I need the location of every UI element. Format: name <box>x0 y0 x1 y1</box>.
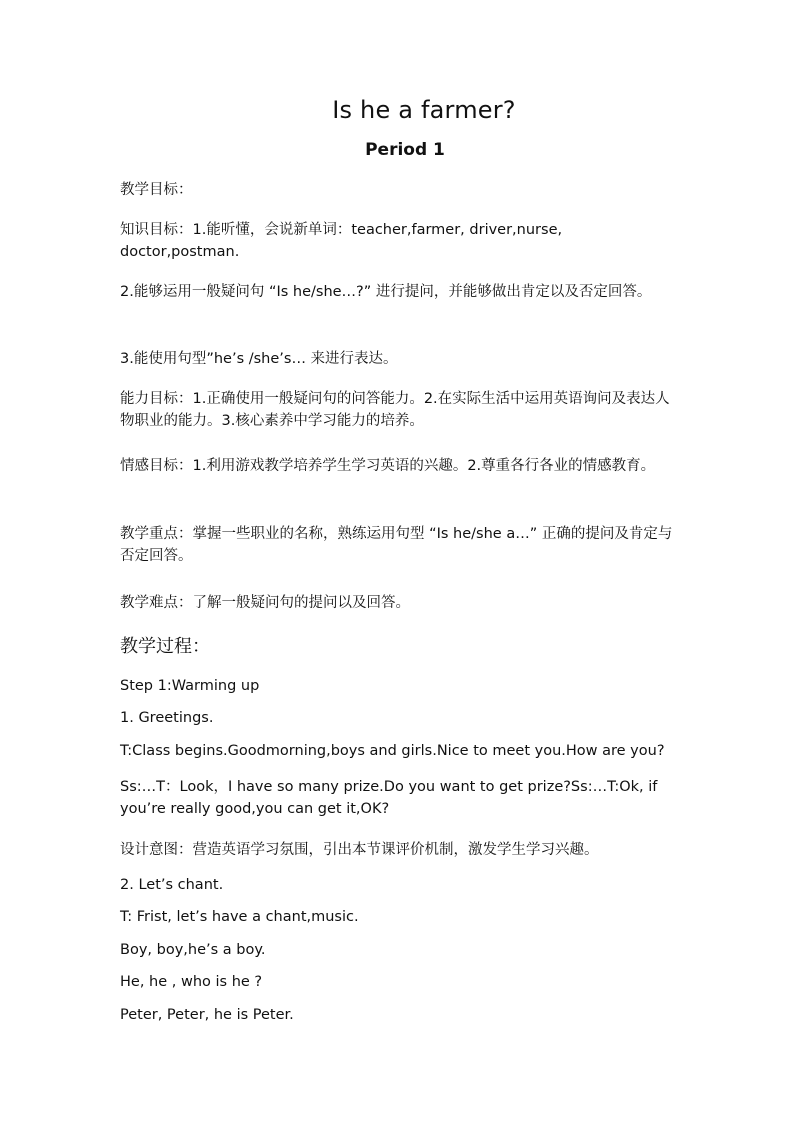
chant-intro-line: T: Frist, let’s have a chant,music. <box>120 909 359 925</box>
section-heading-objectives: 教学目标： <box>120 182 193 198</box>
emotional-objective-paragraph: 情感目标：1.利用游戏教学培养学生学习英语的兴趣。2.尊重各行各业的情感教育。 <box>120 458 656 474</box>
teacher-greeting-line: T:Class begins.Goodmorning,boys and girls.Nice to meet you.How are you? <box>120 743 665 759</box>
lets-chant-item: 2. Let’s chant. <box>120 877 224 893</box>
prize-dialogue-paragraph: Ss:…T：Look，I have so many prize.Do you want to get prize?Ss:…T:Ok, if you’re really good,you can get it,OK? <box>120 779 658 817</box>
teaching-key-point-paragraph: 教学重点：掌握一些职业的名称，熟练运用句型 “Is he/she a…” 正确的提问及肯定与否定回答。 <box>120 526 673 564</box>
teaching-process-heading: 教学过程： <box>120 636 210 657</box>
greetings-item: 1. Greetings. <box>120 710 214 726</box>
chant-line-1: Boy, boy,he’s a boy. <box>120 942 266 958</box>
chant-line-3: Peter, Peter, he is Peter. <box>120 1007 294 1023</box>
ability-objective-paragraph: 能力目标：1.正确使用一般疑问句的问答能力。2.在实际生活中运用英语询问及表达人物职业的能力。3.核心素养中学习能力的培养。 <box>120 391 670 429</box>
design-intent-paragraph: 设计意图：营造英语学习氛围，引出本节课评价机制，激发学生学习兴趣。 <box>120 842 599 858</box>
knowledge-objective-item-2: 2.能够运用一般疑问句 “Is he/she…?” 进行提问，并能够做出肯定以及否定回答。 <box>120 284 652 300</box>
document-title: Is he a farmer? <box>332 96 516 124</box>
document-subtitle: Period 1 <box>365 140 445 160</box>
knowledge-objective-paragraph: 知识目标：1.能听懂，会说新单词：teacher,farmer, driver,nurse, doctor,postman. <box>120 222 563 260</box>
chant-line-2: He, he , who is he ? <box>120 974 263 990</box>
teaching-difficulty-paragraph: 教学难点：了解一般疑问句的提问以及回答。 <box>120 595 410 611</box>
knowledge-objective-item-3: 3.能使用句型”he’s /she’s… 来进行表达。 <box>120 351 398 367</box>
step-1-heading: Step 1:Warming up <box>120 678 260 694</box>
